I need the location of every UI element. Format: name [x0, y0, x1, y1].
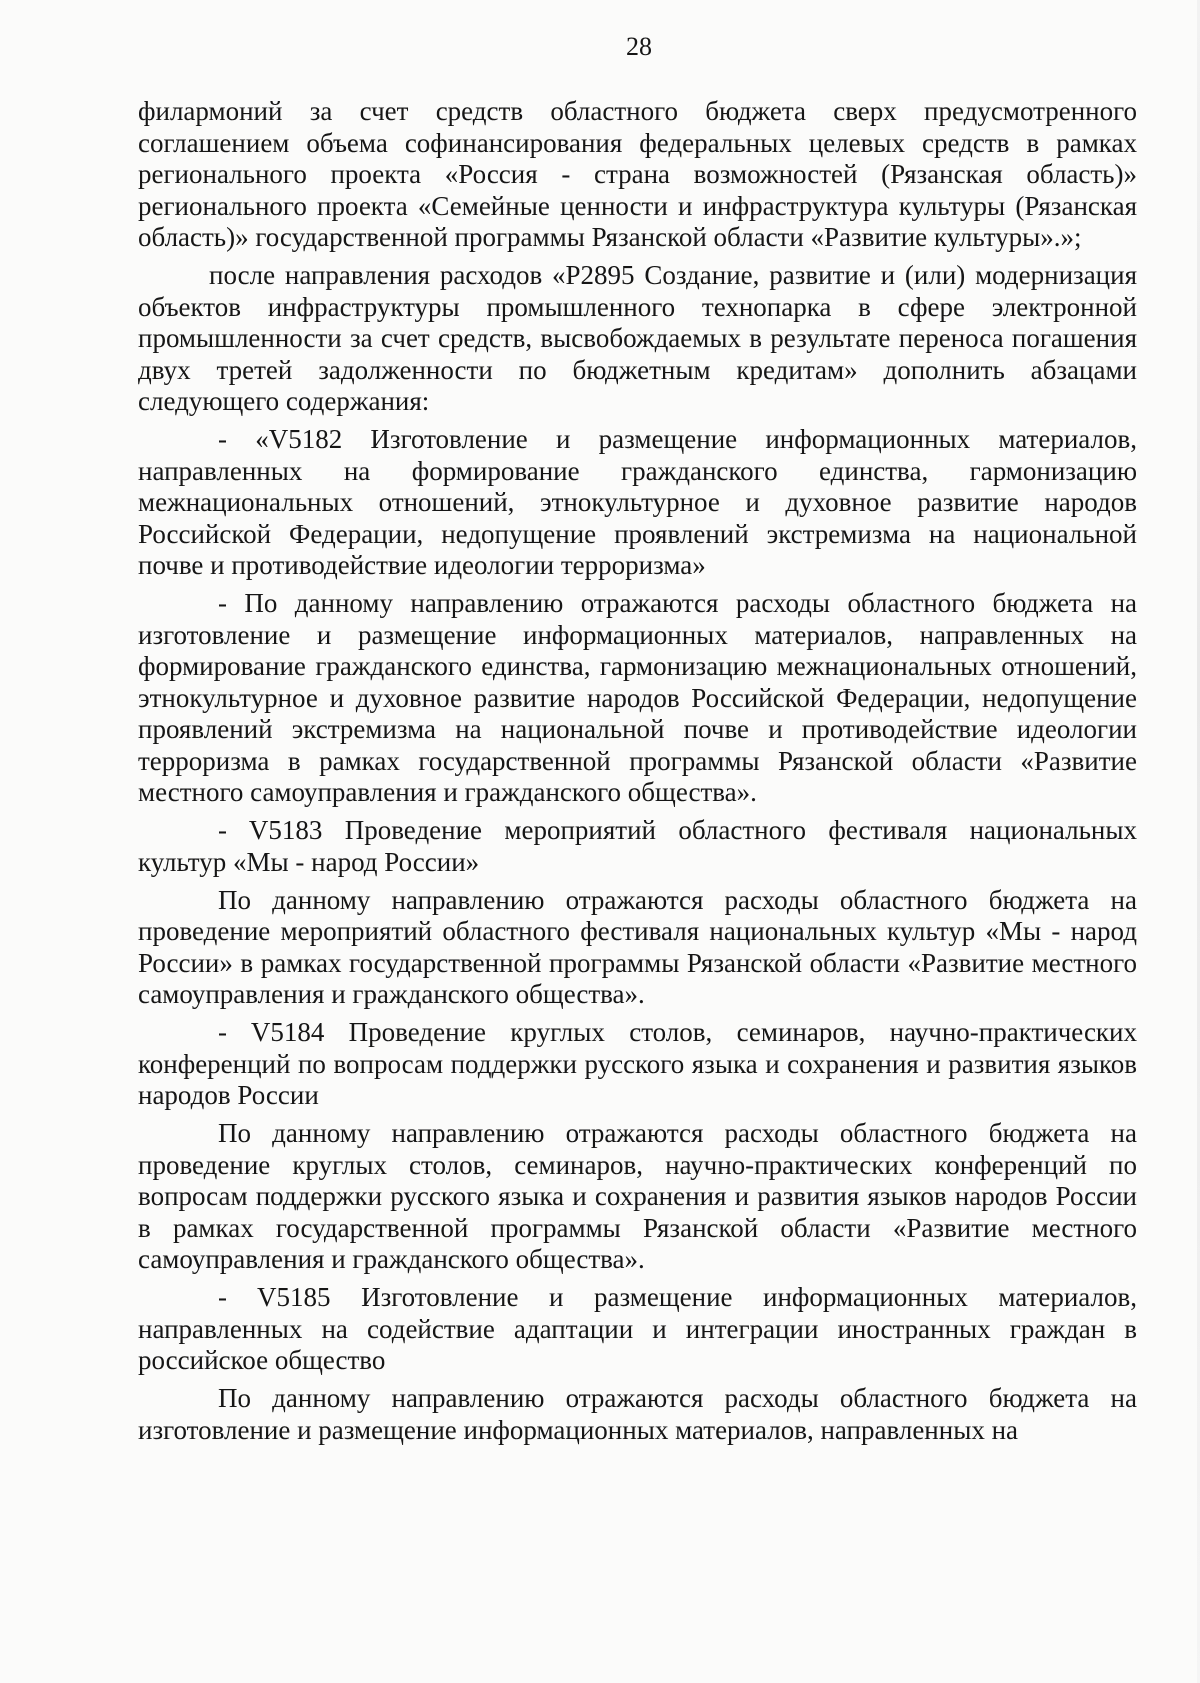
paragraph-description-v5185: По данному направлению отражаются расходы областного бюджета на изготовление и размещение информационных материалов, направленных на [138, 1383, 1137, 1445]
paragraph-description-v5183: По данному направлению отражаются расходы областного бюджета на проведение мероприятий областного фестиваля национальных культур «Мы - народ России» в рамках государственной программы Рязанской области «Развитие местного самоуправления и гражданского общества». [138, 884, 1137, 1009]
paragraph-description-v5182: - По данному направлению отражаются расходы областного бюджета на изготовление и размещение информационных материалов, направленных на формирование гражданского единства, гармонизацию межнациональных отношений, этнокультурное и духовное развитие народов Российской Федерации, недопущение проявлений экстремизма на национальной почве и противодействие идеологии терроризма в рамках государственной программы Рязанской области «Развитие местного самоуправления и гражданского общества». [138, 588, 1137, 807]
paragraph-amendment-intro: после направления расходов «P2895 Создание, развитие и (или) модернизация объектов инфраструктуры промышленного технопарка в сфере электронной промышленности за счет средств, высвобождаемых в результате переноса погашения двух третей задолженности по бюджетным кредитам» дополнить абзацами следующего содержания: [138, 260, 1137, 416]
document-body [138, 96, 1137, 1453]
paragraph-item-v5185: - V5185 Изготовление и размещение информационных материалов, направленных на содействие адаптации и интеграции иностранных граждан в российское общество [138, 1282, 1137, 1375]
page-number: 28 [626, 32, 652, 61]
paragraph-continuation: филармоний за счет средств областного бюджета сверх предусмотренного соглашением объема софинансирования федеральных целевых средств в рамках регионального проекта «Россия - страна возможностей (Рязанская область)» регионального проекта «Семейные ценности и инфраструктура культуры (Рязанская область)» государственной программы Рязанской области «Развитие культуры».»; [138, 96, 1137, 252]
paragraph-item-v5183: - V5183 Проведение мероприятий областного фестиваля национальных культур «Мы - народ России» [138, 815, 1137, 877]
paragraph-item-v5182: - «V5182 Изготовление и размещение информационных материалов, направленных на формирование гражданского единства, гармонизацию межнациональных отношений, этнокультурное и духовное развитие народов Российской Федерации, недопущение проявлений экстремизма на национальной почве и противодействие идеологии терроризма» [138, 424, 1137, 580]
paragraph-description-v5184: По данному направлению отражаются расходы областного бюджета на проведение круглых столов, семинаров, научно-практических конференций по вопросам поддержки русского языка и сохранения и развития языков народов России в рамках государственной программы Рязанской области «Развитие местного самоуправления и гражданского общества». [138, 1118, 1137, 1274]
paragraph-item-v5184: - V5184 Проведение круглых столов, семинаров, научно-практических конференций по вопросам поддержки русского языка и сохранения и развития языков народов России [138, 1017, 1137, 1110]
